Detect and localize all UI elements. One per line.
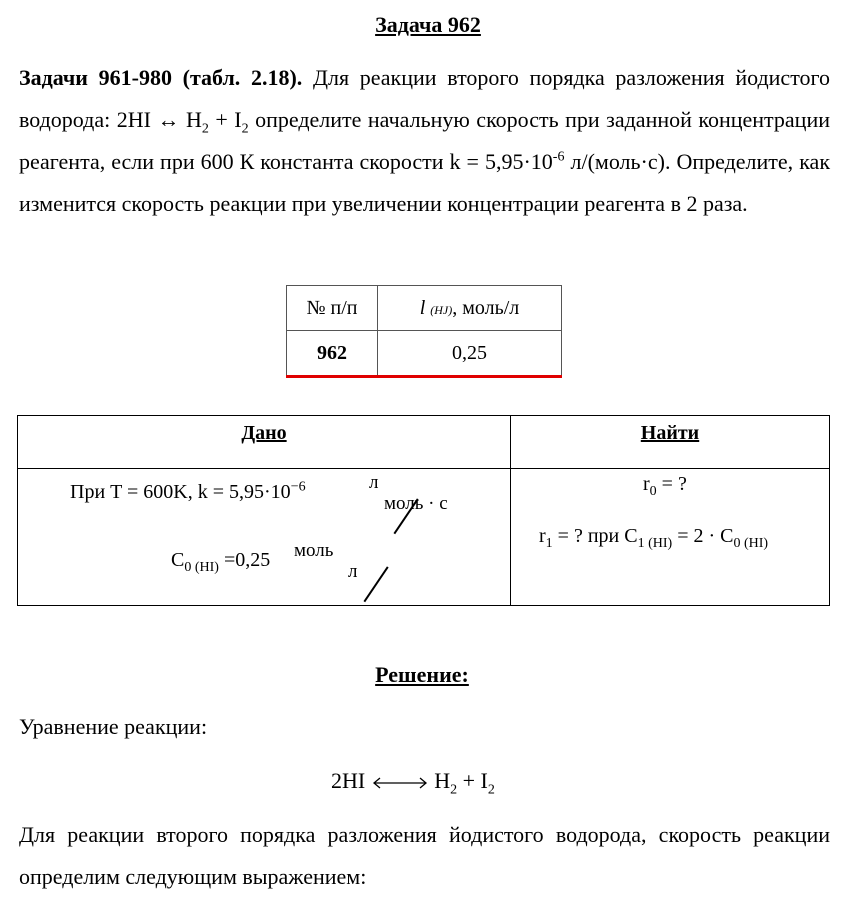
- equation-h-subscript: 2: [450, 782, 458, 798]
- given-body-cell: [18, 469, 511, 606]
- solution-paragraph: Для реакции второго порядка разложения йодистого водорода, скорость реакции определим следующим выражением:: [19, 822, 830, 889]
- statement-exponent: -6: [552, 149, 565, 165]
- concentration-subscript: (HJ): [430, 302, 453, 317]
- variant-number-cell: 962: [287, 331, 378, 377]
- find-r1-line: [539, 525, 769, 551]
- k-unit-denominator: моль · с: [384, 493, 448, 514]
- equation-reactant: 2HI: [331, 768, 366, 793]
- reaction-equation: [331, 768, 495, 798]
- given-header-cell: [18, 416, 511, 469]
- solution-title: Решение:: [375, 662, 469, 687]
- given-k-line: [70, 481, 306, 504]
- variant-value-cell: 0,25: [378, 331, 562, 377]
- double-arrow-icon: [371, 776, 429, 790]
- variant-table-header: [287, 286, 562, 331]
- variant-table: [286, 285, 562, 378]
- find-c1-symbol: C: [624, 525, 638, 547]
- find-c1-relation: = 2 · C: [677, 525, 734, 547]
- given-rate-exponent: −6: [290, 479, 306, 495]
- c0-unit-numerator: моль: [294, 540, 334, 561]
- given-c0-symbol: C: [171, 549, 185, 571]
- find-c1-subscript: 1 (HI): [637, 536, 673, 551]
- k-unit-numerator: л: [369, 472, 379, 493]
- given-rate-constant: k = 5,95·10: [197, 481, 291, 503]
- given-c0-subscript: 0 (HI): [184, 560, 219, 575]
- variant-col-concentration-header: [378, 286, 562, 331]
- find-header: Найти: [640, 422, 700, 444]
- statement-text-3: определите начальную скорость при заданной концентрации реагента, если при 600 К константа скорости k = 5,95·10: [19, 107, 831, 174]
- equation-product-i: I: [480, 768, 488, 793]
- statement-text-4: л/(моль·с). Определите, как изменится скорость реакции при увеличении концентрации реагента в 2 раза.: [19, 149, 831, 216]
- statement-sub-i: 2: [241, 121, 249, 137]
- find-body-cell: [511, 469, 830, 606]
- statement-text-1: Для реакции второго порядка разложения йодистого водорода: 2HI ↔ H: [19, 65, 830, 132]
- find-r0-line: [643, 473, 687, 499]
- problem-statement: [19, 57, 830, 225]
- find-c0-subscript: 0 (HI): [733, 536, 769, 551]
- c0-unit-fraction-slash: [363, 566, 388, 602]
- given-find-table: [17, 415, 830, 606]
- variant-table-row: [287, 331, 562, 377]
- find-r1-symbol: r: [539, 525, 546, 547]
- given-concentration-line: [171, 549, 271, 575]
- find-r0-symbol: r: [643, 473, 650, 495]
- concentration-unit: , моль/л: [452, 296, 520, 319]
- given-temperature: При T = 600K,: [70, 481, 193, 503]
- statement-text-2: + I: [208, 107, 242, 132]
- find-header-cell: [511, 416, 830, 469]
- given-find-header-row: [18, 416, 830, 469]
- c0-unit-denominator: л: [348, 561, 358, 582]
- problem-reference: Задачи 961-980 (табл. 2.18).: [19, 65, 303, 90]
- problem-title: Задача 962: [375, 12, 481, 37]
- find-r1-subscript: 1: [545, 536, 553, 551]
- equation-product-h: H: [434, 768, 451, 793]
- given-c0-value: =0,25: [223, 549, 271, 571]
- equation-i-subscript: 2: [487, 782, 495, 798]
- statement-sub-h: 2: [201, 121, 209, 137]
- concentration-symbol: l: [419, 296, 426, 319]
- equation-label: Уравнение реакции:: [19, 714, 208, 739]
- given-find-body-row: [18, 469, 830, 606]
- find-r0-question: = ?: [656, 473, 687, 495]
- variant-col-number-header: № п/п: [287, 286, 378, 331]
- find-r0-subscript: 0: [649, 484, 657, 499]
- given-header: Дано: [241, 422, 287, 444]
- find-r1-condition: = ? при: [552, 525, 620, 547]
- equation-plus: +: [462, 768, 476, 793]
